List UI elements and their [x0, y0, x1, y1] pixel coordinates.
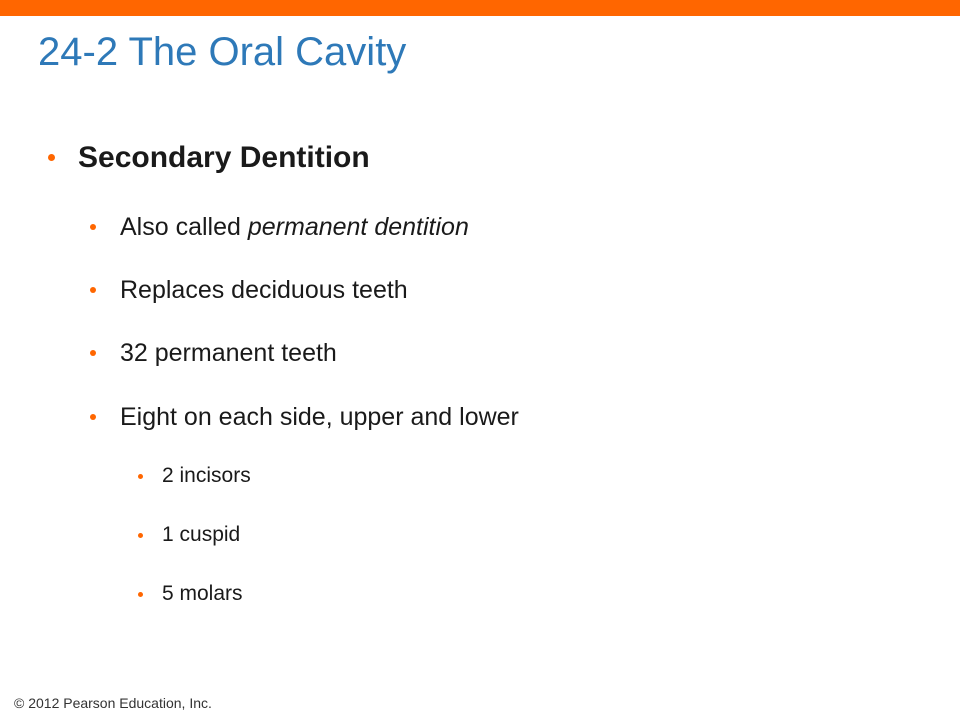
bullet-icon [90, 350, 96, 356]
bullet-icon [138, 474, 143, 479]
slide-title: 24-2 The Oral Cavity [38, 30, 407, 74]
copyright-footer: © 2012 Pearson Education, Inc. [14, 695, 212, 711]
bullet-icon [90, 287, 96, 293]
bullet-icon [90, 414, 96, 420]
sub-bullet-replaces: Replaces deciduous teeth [120, 276, 408, 304]
sub-bullet-prefix: Also called [120, 213, 248, 241]
bullet-icon [90, 224, 96, 230]
sub-bullet-count: 32 permanent teeth [120, 339, 337, 367]
top-accent-bar [0, 0, 960, 16]
bullet-icon [138, 533, 143, 538]
bullet-icon [48, 154, 55, 161]
tooth-type-item: 5 molars [162, 582, 243, 605]
tooth-type-item: 1 cuspid [162, 523, 241, 546]
heading-bullet: Secondary Dentition [78, 141, 370, 174]
sub-bullet-permanent [120, 212, 469, 242]
tooth-type-item: 2 incisors [162, 464, 251, 487]
bullet-icon [138, 592, 143, 597]
sub-bullet-sides: Eight on each side, upper and lower [120, 403, 519, 431]
sub-bullet-emphasis: permanent dentition [247, 213, 469, 241]
